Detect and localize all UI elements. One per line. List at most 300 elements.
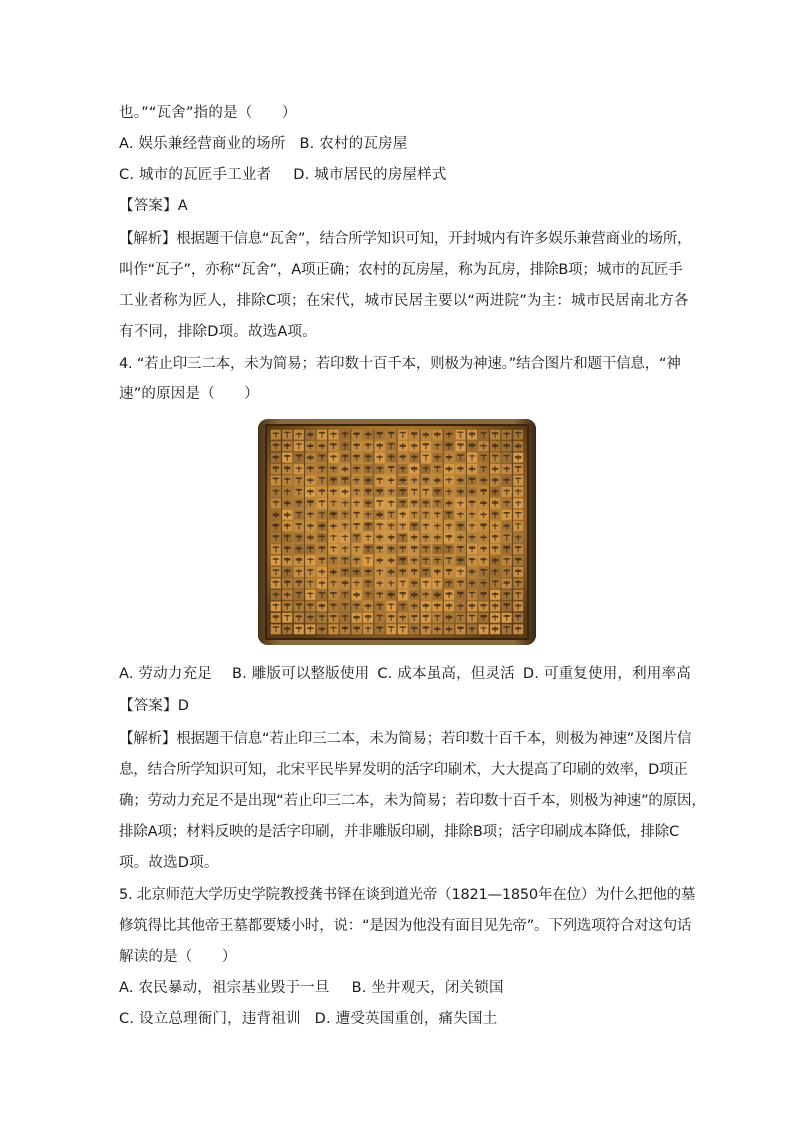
type-glyph-mark (471, 603, 472, 609)
type-glyph-mark (402, 432, 403, 438)
type-glyph-mark (506, 432, 507, 438)
type-glyph-mark (310, 535, 311, 541)
type-glyph-mark (437, 626, 438, 632)
type-glyph-mark (518, 569, 519, 575)
type-glyph-mark (494, 477, 495, 483)
type-glyph-mark (414, 500, 415, 506)
type-glyph-mark (425, 489, 426, 495)
type-glyph-mark (425, 443, 426, 449)
type-glyph-mark (471, 489, 472, 495)
type-glyph-mark (298, 443, 299, 449)
type-glyph-mark (414, 592, 415, 598)
type-glyph-mark (448, 500, 449, 506)
type-glyph-mark (367, 477, 368, 483)
type-glyph-mark (344, 535, 345, 541)
type-glyph-mark (402, 523, 403, 529)
type-glyph-mark (367, 443, 368, 449)
type-glyph-mark (310, 489, 311, 495)
type-glyph-mark (460, 512, 461, 518)
type-glyph-mark (321, 546, 322, 552)
type-glyph-mark (379, 432, 380, 438)
type-glyph-mark (391, 432, 392, 438)
type-glyph-mark (425, 557, 426, 563)
type-glyph-mark (287, 626, 288, 632)
type-glyph-mark (367, 535, 368, 541)
type-glyph-mark (494, 489, 495, 495)
type-glyph-mark (437, 580, 438, 586)
q3-option-a: A. 娱乐兼经营商业的场所 (119, 136, 286, 152)
type-glyph-mark (298, 615, 299, 621)
type-glyph-mark (437, 477, 438, 483)
type-glyph-mark (448, 626, 449, 632)
type-glyph-mark (414, 443, 415, 449)
type-glyph-mark (460, 546, 461, 552)
type-glyph-mark (471, 615, 472, 621)
type-glyph-mark (275, 500, 276, 506)
type-glyph-mark (298, 489, 299, 495)
type-glyph-mark (448, 569, 449, 575)
type-glyph-mark (471, 466, 472, 472)
type-glyph-mark (391, 557, 392, 563)
type-glyph-mark (356, 626, 357, 632)
type-glyph-mark (333, 512, 334, 518)
q4-answer: 【答案】D (119, 698, 190, 714)
type-glyph-mark (344, 569, 345, 575)
type-glyph-mark (460, 466, 461, 472)
type-glyph-mark (391, 512, 392, 518)
type-glyph-mark (437, 592, 438, 598)
type-glyph-mark (310, 603, 311, 609)
q4-analysis-line: 确；劳动力充足不是出现“若止印三二本，未为简易；若印数十百千本，则极为神速”的原因， (119, 793, 706, 809)
type-glyph-mark (483, 454, 484, 460)
type-glyph-mark (321, 603, 322, 609)
q3-analysis-line: 工业者称为匠人，排除C项；在宋代，城市民居主要以“两进院”为主：城市民居南北方各 (119, 293, 689, 309)
type-glyph-mark (310, 580, 311, 586)
type-glyph-mark (483, 557, 484, 563)
type-glyph-mark (460, 432, 461, 438)
type-glyph-mark (471, 592, 472, 598)
type-glyph-mark (425, 454, 426, 460)
q4-analysis-line: 项。故选D项。 (119, 855, 219, 871)
type-glyph-mark (310, 626, 311, 632)
type-glyph-mark (506, 512, 507, 518)
type-glyph-mark (333, 523, 334, 529)
type-glyph-mark (275, 569, 276, 575)
type-glyph-mark (379, 615, 380, 621)
type-glyph-mark (275, 603, 276, 609)
type-glyph-mark (298, 535, 299, 541)
type-glyph-mark (275, 535, 276, 541)
type-glyph-mark (448, 546, 449, 552)
type-glyph-mark (321, 512, 322, 518)
type-glyph-mark (391, 580, 392, 586)
q4-analysis-line: 息，结合所学知识可知，北宋平民毕昇发明的活字印刷术，大大提高了印刷的效率，D项正 (119, 762, 688, 778)
type-glyph-mark (344, 580, 345, 586)
type-glyph-mark (518, 603, 519, 609)
type-glyph-mark (367, 615, 368, 621)
type-glyph-mark (494, 603, 495, 609)
type-glyph-mark (471, 557, 472, 563)
type-glyph-mark (437, 489, 438, 495)
type-glyph-mark (310, 615, 311, 621)
q4-option-b: B. 雕版可以整版使用 (231, 666, 370, 682)
type-glyph-mark (367, 626, 368, 632)
type-glyph-mark (425, 580, 426, 586)
type-glyph-mark (356, 615, 357, 621)
type-glyph-mark (391, 489, 392, 495)
type-glyph-mark (275, 512, 276, 518)
type-glyph-mark (471, 580, 472, 586)
type-glyph-mark (425, 512, 426, 518)
type-glyph-mark (483, 569, 484, 575)
type-glyph-mark (402, 489, 403, 495)
type-glyph-mark (460, 523, 461, 529)
type-glyph-mark (321, 466, 322, 472)
type-glyph-mark (494, 557, 495, 563)
type-glyph-mark (310, 477, 311, 483)
type-glyph-mark (344, 477, 345, 483)
type-glyph-mark (494, 569, 495, 575)
q4-option-a: A. 劳动力充足 (119, 666, 212, 682)
q3-options-row-2 (119, 165, 447, 185)
type-glyph-mark (402, 500, 403, 506)
type-glyph-mark (344, 592, 345, 598)
type-glyph-mark (402, 512, 403, 518)
type-glyph-mark (379, 489, 380, 495)
type-glyph-mark (356, 535, 357, 541)
type-glyph-mark (494, 580, 495, 586)
type-glyph-mark (275, 546, 276, 552)
type-glyph-mark (333, 626, 334, 632)
type-glyph-mark (414, 535, 415, 541)
type-glyph-mark (483, 580, 484, 586)
type-glyph-mark (356, 454, 357, 460)
type-glyph-mark (287, 443, 288, 449)
type-glyph-mark (298, 477, 299, 483)
type-glyph-mark (518, 626, 519, 632)
type-glyph-mark (391, 546, 392, 552)
q4-analysis-line: 排除A项；材料反映的是活字印刷，并非雕版印刷，排除B项；活字印刷成本降低，排除C (119, 824, 679, 840)
q3-options-row-1 (119, 134, 407, 154)
type-glyph-mark (494, 500, 495, 506)
type-glyph-mark (287, 454, 288, 460)
type-glyph-mark (321, 489, 322, 495)
type-glyph-mark (518, 477, 519, 483)
type-glyph-mark (518, 443, 519, 449)
type-glyph-mark (483, 443, 484, 449)
type-glyph-mark (391, 466, 392, 472)
type-glyph-mark (367, 500, 368, 506)
type-glyph-mark (356, 580, 357, 586)
type-glyph-mark (448, 477, 449, 483)
type-glyph-mark (321, 454, 322, 460)
type-glyph-mark (333, 603, 334, 609)
type-glyph-mark (402, 466, 403, 472)
type-glyph-mark (391, 443, 392, 449)
q5-option-b: B. 坐井观天，闭关锁国 (351, 980, 504, 996)
type-glyph-mark (414, 557, 415, 563)
type-glyph-mark (391, 603, 392, 609)
type-glyph-mark (414, 454, 415, 460)
type-glyph-mark (460, 535, 461, 541)
type-glyph-mark (425, 500, 426, 506)
type-glyph-mark (367, 512, 368, 518)
type-glyph-mark (333, 500, 334, 506)
type-glyph-mark (379, 523, 380, 529)
type-glyph-mark (275, 592, 276, 598)
type-glyph-mark (494, 592, 495, 598)
type-glyph-mark (333, 432, 334, 438)
type-glyph-mark (298, 626, 299, 632)
type-glyph-mark (425, 432, 426, 438)
type-glyph-mark (321, 477, 322, 483)
type-glyph-mark (344, 443, 345, 449)
type-glyph-mark (437, 535, 438, 541)
type-glyph-mark (425, 523, 426, 529)
type-glyph-mark (494, 454, 495, 460)
type-glyph-mark (298, 466, 299, 472)
type-glyph-mark (483, 523, 484, 529)
type-glyph-mark (391, 535, 392, 541)
type-glyph-mark (437, 546, 438, 552)
type-glyph-mark (437, 569, 438, 575)
q4-stem-line: 速”的原因是（ ） (119, 386, 260, 402)
type-glyph-mark (506, 615, 507, 621)
type-glyph-mark (402, 569, 403, 575)
type-glyph-mark (321, 557, 322, 563)
type-glyph-mark (379, 569, 380, 575)
q3-option-b: B. 农村的瓦房屋 (299, 136, 408, 152)
type-glyph-mark (460, 443, 461, 449)
type-glyph-mark (391, 626, 392, 632)
type-glyph-mark (275, 477, 276, 483)
type-glyph-mark (425, 546, 426, 552)
type-glyph-mark (402, 626, 403, 632)
type-glyph-mark (437, 603, 438, 609)
type-glyph-mark (310, 512, 311, 518)
type-glyph-mark (287, 477, 288, 483)
type-glyph-mark (287, 557, 288, 563)
type-glyph-mark (518, 546, 519, 552)
type-glyph-mark (494, 432, 495, 438)
type-glyph-mark (333, 535, 334, 541)
type-glyph-mark (344, 432, 345, 438)
type-glyph-mark (287, 512, 288, 518)
type-glyph-mark (333, 454, 334, 460)
type-glyph-mark (333, 443, 334, 449)
type-glyph-mark (460, 580, 461, 586)
type-glyph-mark (344, 523, 345, 529)
type-glyph-mark (379, 592, 380, 598)
type-glyph-mark (414, 603, 415, 609)
type-glyph-mark (448, 432, 449, 438)
type-glyph-mark (333, 546, 334, 552)
type-glyph-mark (425, 615, 426, 621)
type-glyph-mark (483, 489, 484, 495)
type-glyph-mark (506, 569, 507, 575)
type-glyph-mark (448, 454, 449, 460)
type-glyph-mark (275, 626, 276, 632)
type-glyph-mark (437, 432, 438, 438)
type-glyph-mark (391, 615, 392, 621)
type-glyph-mark (321, 569, 322, 575)
q3-analysis-line: 叫作“瓦子”，亦称“瓦舍”，A项正确；农村的瓦房屋，称为瓦房，排除B项；城市的瓦匠手 (119, 262, 683, 278)
type-glyph-mark (425, 477, 426, 483)
q5-option-c: C. 设立总理衙门，违背祖训 (119, 1011, 301, 1027)
type-glyph-mark (287, 466, 288, 472)
type-glyph-mark (506, 466, 507, 472)
q3-option-c: C. 城市的瓦匠手工业者 (119, 167, 272, 183)
type-glyph-mark (425, 569, 426, 575)
type-glyph-mark (414, 432, 415, 438)
type-glyph-mark (460, 569, 461, 575)
type-glyph-mark (471, 432, 472, 438)
type-glyph-mark (310, 592, 311, 598)
type-glyph-mark (356, 523, 357, 529)
type-glyph-mark (367, 603, 368, 609)
type-glyph-mark (333, 580, 334, 586)
type-glyph-mark (494, 626, 495, 632)
type-glyph-mark (414, 569, 415, 575)
type-glyph-mark (344, 500, 345, 506)
type-glyph-mark (471, 569, 472, 575)
type-glyph-mark (344, 546, 345, 552)
type-glyph-mark (287, 592, 288, 598)
type-glyph-mark (367, 569, 368, 575)
type-glyph-mark (414, 615, 415, 621)
type-glyph-mark (437, 615, 438, 621)
type-glyph-mark (506, 489, 507, 495)
type-glyph-mark (425, 626, 426, 632)
type-glyph-mark (391, 500, 392, 506)
type-glyph-mark (494, 443, 495, 449)
type-glyph-mark (287, 615, 288, 621)
type-glyph-mark (275, 432, 276, 438)
type-glyph-mark (356, 466, 357, 472)
type-glyph-mark (367, 489, 368, 495)
type-glyph-mark (344, 626, 345, 632)
type-glyph-mark (414, 489, 415, 495)
type-glyph-mark (414, 477, 415, 483)
type-glyph-mark (437, 557, 438, 563)
type-glyph-mark (460, 592, 461, 598)
type-glyph-mark (460, 603, 461, 609)
type-glyph-mark (310, 466, 311, 472)
type-glyph-mark (402, 454, 403, 460)
type-glyph-mark (460, 557, 461, 563)
type-glyph-mark (333, 477, 334, 483)
type-glyph-mark (379, 466, 380, 472)
type-glyph-mark (460, 477, 461, 483)
type-glyph-mark (448, 523, 449, 529)
type-glyph-mark (402, 535, 403, 541)
type-glyph-mark (275, 557, 276, 563)
type-glyph-mark (321, 580, 322, 586)
type-glyph-mark (414, 626, 415, 632)
type-glyph-mark (379, 443, 380, 449)
type-glyph-mark (518, 466, 519, 472)
type-glyph-mark (379, 557, 380, 563)
type-glyph-mark (275, 523, 276, 529)
type-glyph-mark (448, 557, 449, 563)
type-glyph-mark (448, 489, 449, 495)
type-glyph-mark (344, 454, 345, 460)
type-glyph-mark (483, 432, 484, 438)
q3-stem-tail: 也。”“瓦舍”指的是（ ） (119, 105, 297, 121)
type-glyph-mark (287, 432, 288, 438)
type-glyph-mark (471, 546, 472, 552)
type-glyph-mark (275, 466, 276, 472)
type-glyph-mark (402, 477, 403, 483)
type-glyph-mark (321, 626, 322, 632)
movable-type-print-image (258, 419, 536, 645)
type-glyph-mark (518, 592, 519, 598)
type-glyph-mark (437, 500, 438, 506)
type-glyph-mark (483, 535, 484, 541)
type-glyph-mark (321, 535, 322, 541)
type-glyph-mark (448, 603, 449, 609)
type-glyph-mark (471, 535, 472, 541)
type-glyph-mark (275, 615, 276, 621)
type-glyph-mark (448, 443, 449, 449)
type-glyph-mark (471, 454, 472, 460)
type-glyph-mark (483, 466, 484, 472)
type-glyph-mark (414, 466, 415, 472)
type-glyph-mark (367, 592, 368, 598)
type-glyph-mark (321, 500, 322, 506)
type-glyph-mark (298, 432, 299, 438)
type-glyph-mark (391, 523, 392, 529)
type-glyph-mark (402, 443, 403, 449)
type-glyph-mark (402, 592, 403, 598)
type-glyph-mark (506, 523, 507, 529)
type-glyph-mark (518, 512, 519, 518)
type-glyph-mark (379, 454, 380, 460)
type-glyph-mark (367, 432, 368, 438)
type-glyph-mark (494, 615, 495, 621)
type-glyph-mark (356, 512, 357, 518)
type-glyph-mark (321, 592, 322, 598)
type-glyph-mark (344, 603, 345, 609)
type-glyph-mark (367, 580, 368, 586)
type-glyph-mark (275, 580, 276, 586)
type-glyph-mark (356, 546, 357, 552)
type-glyph-mark (437, 454, 438, 460)
type-glyph-mark (344, 489, 345, 495)
q3-option-d: D. 城市居民的房屋样式 (293, 167, 447, 183)
type-glyph-mark (518, 557, 519, 563)
type-glyph-mark (321, 523, 322, 529)
type-glyph-mark (287, 603, 288, 609)
type-glyph-mark (379, 500, 380, 506)
type-glyph-mark (471, 477, 472, 483)
q4-options-row (119, 664, 691, 684)
type-glyph-mark (287, 569, 288, 575)
type-glyph-mark (310, 523, 311, 529)
type-glyph-mark (298, 512, 299, 518)
type-glyph-mark (298, 580, 299, 586)
type-glyph-mark (506, 535, 507, 541)
type-glyph-mark (402, 546, 403, 552)
type-glyph-mark (425, 603, 426, 609)
type-glyph-mark (333, 569, 334, 575)
type-glyph-mark (298, 454, 299, 460)
type-glyph-mark (494, 523, 495, 529)
type-glyph-mark (460, 500, 461, 506)
type-glyph-mark (506, 592, 507, 598)
type-glyph-mark (460, 626, 461, 632)
type-glyph-mark (506, 626, 507, 632)
